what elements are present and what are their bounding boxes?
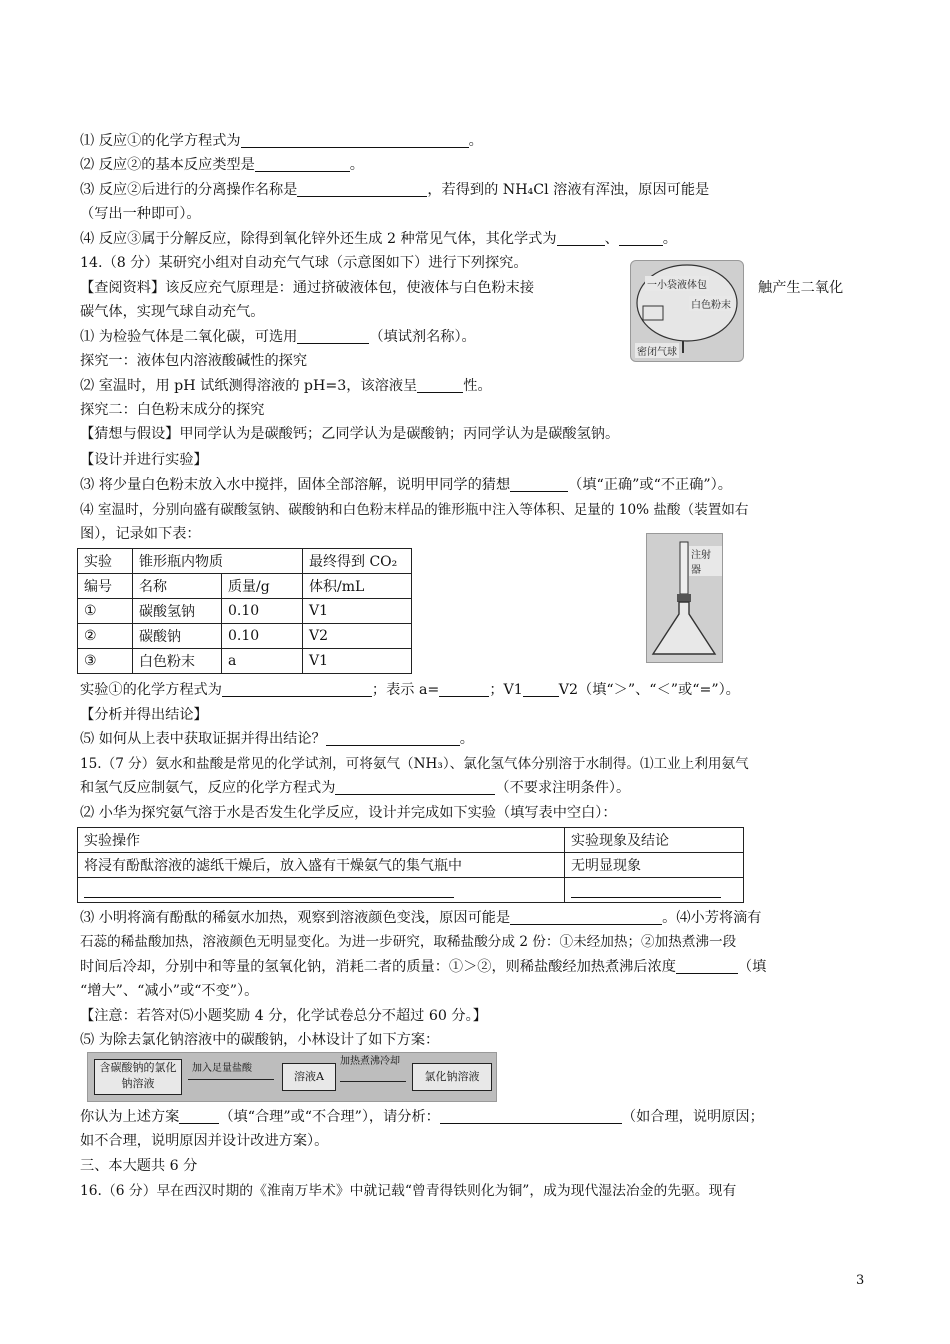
arrow-right-icon [188,1079,274,1080]
text-line: ⑶ 将少量白色粉末放入水中搅拌，固体全部溶解，说明甲同学的猜想 （填“正确”或“不正确”）。 [80,477,732,493]
text-line: “增大”、“减小”或“不变”）。 [80,983,259,999]
balloon-figure [630,260,744,362]
text-line: 如不合理，说明原因并设计改进方案）。 [80,1133,329,1149]
flow-box-start: 含碳酸钠的氯化钠溶液 [94,1059,182,1095]
table-row: ② 碳酸钠 0.10 V2 [78,624,412,649]
text-line: 和氢气反应制氨气，反应的化学方程式为 （不要求注明条件）。 [80,780,631,796]
text-line: ⑸ 为除去氯化钠溶液中的碳酸钠，小林设计了如下方案： [80,1032,440,1048]
answer-blank[interactable] [335,779,495,795]
question-14: 14.（8 分）某研究小组对自动充气气球（示意图如下）进行下列探究。 [80,255,528,271]
ammonia-experiment-table [77,827,744,903]
text-line: 【查阅资料】该反应充气原理是：通过挤破液体包，使液体与白色粉末接 [80,280,535,296]
text-line: ⑴ 为检验气体是二氧化碳，可选用 （填试剂名称）。 [80,329,476,345]
section-heading: 三、本大题共 6 分 [80,1158,198,1174]
flask-figure [646,533,723,663]
table-header: 实验现象及结论 [565,828,744,853]
page-number: 3 [856,1273,865,1288]
text-line: ⑵ 室温时，用 pH 试纸测得溶液的 pH=3，该溶液呈 性。 [80,378,492,394]
experiment-table [77,548,412,674]
text-line: ⑷ 室温时，分别向盛有碳酸氢钠、碳酸钠和白色粉末样品的锥形瓶中注入等体积、足量的 10% 盐酸（装置如右 [80,502,749,518]
table-header: 实验 [78,549,133,574]
text-line: （写出一种即可）。 [80,206,201,222]
liquid-pack-label: 一小袋液体包 [645,276,709,291]
text-line: 【分析并得出结论】 [80,707,208,723]
flow-step-label: 加热煮沸冷却 [340,1056,400,1067]
text-line: 探究一：液体包内溶液酸碱性的探究 [80,353,308,369]
flow-box-mid: 溶液A [282,1063,336,1091]
table-row: 将浸有酚酞溶液的滤纸干燥后，放入盛有干燥氨气的集气瓶中 无明显现象 [78,853,744,878]
table-header: 名称 [133,574,222,599]
answer-blank[interactable] [297,181,427,197]
text-line: ⑵ 小华为探究氨气溶于水是否发生化学反应，设计并完成如下实验（填写表中空白）： [80,805,617,821]
question-16: 16.（6 分）早在西汉时期的《淮南万毕术》中就记载“曾青得铁则化为铜”，成为现代湿法冶金的先驱。现有 [80,1183,737,1199]
balloon-label: 密闭气球 [635,343,679,358]
text-line: 【注意：若答对⑸小题奖励 4 分，化学试卷总分不超过 60 分。】 [80,1008,487,1024]
answer-blank[interactable] [417,377,463,393]
table-header: 实验操作 [78,828,565,853]
text-line: ⑵ 反应②的基本反应类型是 。 [80,157,364,173]
flow-box-end: 氯化钠溶液 [412,1063,492,1091]
text-line: ⑶ 小明将滴有酚酞的稀氨水加热，观察到溶液颜色变浅，原因可能是 。⑷小芳将滴有 [80,910,762,926]
text-line: ⑴ 反应①的化学方程式为 。 [80,133,483,149]
answer-blank[interactable] [255,156,350,172]
table-header: 锥形瓶内物质 [133,549,303,574]
text-line: 图），记录如下表： [80,526,201,542]
answer-blank[interactable] [84,882,454,898]
answer-blank[interactable] [222,681,372,697]
flow-diagram [87,1052,497,1102]
text-line: 时间后冷却，分别中和等量的氢氧化钠，消耗二者的质量：①＞②，则稀盐酸经加热煮沸后浓度 （填 [80,959,767,975]
answer-blank[interactable] [297,328,369,344]
answer-blank[interactable] [241,132,469,148]
table-row: ① 碳酸氢钠 0.10 V1 [78,599,412,624]
answer-blank[interactable] [557,230,605,246]
answer-blank[interactable] [179,1108,219,1124]
text-line: ⑷ 反应③属于分解反应，除得到氧化锌外还生成 2 种常见气体，其化学式为 、 。 [80,231,677,247]
text-line: 触产生二氧化 [758,280,844,296]
answer-blank[interactable] [571,882,721,898]
question-15: 15.（7 分）氨水和盐酸是常见的化学试剂，可将氨气（NH₃）、氯化氢气体分别溶于水制得。⑴工业上利用氨气 [80,756,749,772]
arrow-right-icon [340,1081,406,1082]
text-line: 【设计并进行实验】 [80,452,208,468]
text-line: ⑸ 如何从上表中获取证据并得出结论？ 。 [80,731,474,747]
table-header: 编号 [78,574,133,599]
table-header: 质量/g [222,574,303,599]
text-line: 探究二：白色粉末成分的探究 [80,402,265,418]
table-row [78,878,744,903]
answer-blank[interactable] [619,230,663,246]
answer-blank[interactable] [676,958,738,974]
powder-label: 白色粉末 [689,296,733,311]
answer-blank[interactable] [523,681,559,697]
text-line: 你认为上述方案 （填“合理”或“不合理”），请分析： （如合理，说明原因； [80,1109,764,1125]
answer-blank[interactable] [440,1108,622,1124]
text-line: 实验①的化学方程式为 ；表示 a= ；V1 V2（填“＞”、“＜”或“=”）。 [80,682,740,698]
text-line: 碳气体，实现气球自动充气。 [80,304,265,320]
answer-blank[interactable] [439,681,489,697]
answer-blank[interactable] [510,909,662,925]
table-header: 体积/mL [303,574,412,599]
syringe-label: 注射器 [689,546,722,576]
text-line: ⑶ 反应②后进行的分离操作名称是 ，若得到的 NH₄Cl 溶液有浑浊，原因可能是 [80,182,710,198]
answer-blank[interactable] [326,730,460,746]
table-header: 最终得到 CO₂ [303,549,412,574]
answer-blank[interactable] [510,476,568,492]
table-row: ③ 白色粉末 a V1 [78,649,412,674]
flow-step-label: 加入足量盐酸 [192,1063,252,1074]
text-line: 石蕊的稀盐酸加热，溶液颜色无明显变化。为进一步研究，取稀盐酸分成 2 份：①未经加热；②加热煮沸一段 [80,934,737,950]
text-line: 【猜想与假设】甲同学认为是碳酸钙；乙同学认为是碳酸钠；丙同学认为是碳酸氢钠。 [80,426,620,442]
